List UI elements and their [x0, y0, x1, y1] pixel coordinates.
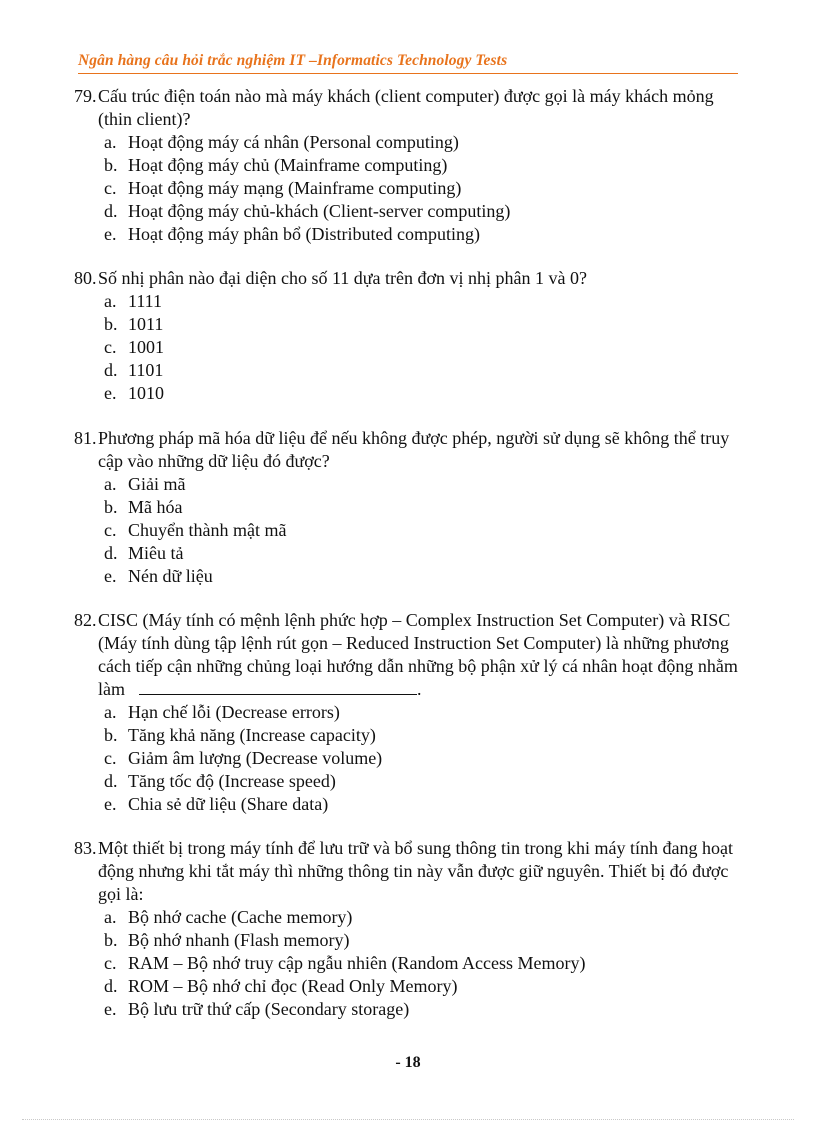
answer-option[interactable] — [104, 359, 746, 382]
option-letter: d. — [104, 360, 118, 380]
question-number: 83. — [74, 838, 97, 858]
option-text: Giải mã — [128, 474, 186, 494]
option-letter: c. — [104, 748, 117, 768]
option-letter: c. — [104, 178, 117, 198]
option-text: Mã hóa — [128, 497, 183, 517]
page-bottom-divider — [22, 1119, 794, 1120]
option-letter: b. — [104, 314, 118, 334]
question-prompt-text: CISC (Máy tính có mệnh lệnh phức hợp – Complex Instruction Set Computer) và RISC (Máy tính dùng tập lệnh rút gọn – Reduced Instruction Set Computer) là những phương cách tiếp cận những chủng loại hướng dẫn những bộ phận xử lý cá nhân hoạt động nhằm làm — [98, 610, 738, 699]
option-text: Hoạt động máy chủ-khách (Client-server computing) — [128, 201, 511, 221]
answer-option[interactable] — [104, 519, 746, 542]
question-text — [74, 85, 746, 131]
answer-option[interactable] — [104, 565, 746, 588]
option-letter: e. — [104, 383, 117, 403]
question-83 — [74, 837, 746, 1021]
page-header: Ngân hàng câu hỏi trắc nghiệm IT –Informatics Technology Tests — [78, 52, 508, 69]
option-letter: b. — [104, 497, 118, 517]
answer-option[interactable] — [104, 154, 746, 177]
option-letter: a. — [104, 702, 117, 722]
question-80 — [74, 267, 746, 405]
answer-option[interactable] — [104, 473, 746, 496]
question-text — [74, 427, 746, 473]
answer-option[interactable] — [104, 701, 746, 724]
question-prompt: Phương pháp mã hóa dữ liệu để nếu không được phép, người sử dụng sẽ không thể truy cập vào những dữ liệu đó được? — [98, 428, 730, 471]
answer-options — [74, 473, 746, 588]
option-letter: d. — [104, 543, 118, 563]
option-letter: a. — [104, 291, 117, 311]
answer-option[interactable] — [104, 793, 746, 816]
option-letter: a. — [104, 132, 117, 152]
header-underline — [78, 73, 738, 74]
answer-options — [74, 906, 746, 1021]
option-letter: d. — [104, 771, 118, 791]
answer-option[interactable] — [104, 313, 746, 336]
option-text: ROM – Bộ nhớ chỉ đọc (Read Only Memory) — [128, 976, 458, 996]
question-number: 81. — [74, 428, 97, 448]
answer-options — [74, 290, 746, 405]
question-82 — [74, 609, 746, 816]
option-letter: a. — [104, 474, 117, 494]
option-letter: b. — [104, 930, 118, 950]
answer-blank[interactable] — [139, 680, 417, 695]
question-text — [74, 267, 746, 290]
option-text: 1010 — [128, 383, 164, 403]
answer-option[interactable] — [104, 223, 746, 246]
question-81 — [74, 427, 746, 588]
option-text: Hoạt động máy phân bổ (Distributed computing) — [128, 224, 480, 244]
option-text: Bộ nhớ cache (Cache memory) — [128, 907, 353, 927]
option-text: Hoạt động máy cá nhân (Personal computing) — [128, 132, 459, 152]
option-text: Bộ nhớ nhanh (Flash memory) — [128, 930, 350, 950]
option-letter: e. — [104, 794, 117, 814]
option-text: Hạn chế lỗi (Decrease errors) — [128, 702, 340, 722]
option-letter: e. — [104, 224, 117, 244]
option-letter: e. — [104, 999, 117, 1019]
answer-option[interactable] — [104, 131, 746, 154]
option-text: Tăng tốc độ (Increase speed) — [128, 771, 336, 791]
option-text: Nén dữ liệu — [128, 566, 213, 586]
answer-option[interactable] — [104, 200, 746, 223]
answer-options — [74, 131, 746, 246]
question-prompt: Cấu trúc điện toán nào mà máy khách (client computer) được gọi là máy khách mỏng (thin client)? — [98, 86, 714, 129]
question-prompt: Một thiết bị trong máy tính để lưu trữ và bổ sung thông tin trong khi máy tính đang hoạt động nhưng khi tắt máy thì những thông tin này vẫn được giữ nguyên. Thiết bị đó được gọi là: — [98, 838, 733, 904]
question-text — [74, 609, 746, 701]
page-number — [0, 1054, 816, 1072]
answer-option[interactable] — [104, 998, 746, 1021]
answer-option[interactable] — [104, 952, 746, 975]
answer-option[interactable] — [104, 724, 746, 747]
question-text — [74, 837, 746, 906]
question-prompt: Số nhị phân nào đại diện cho số 11 dựa trên đơn vị nhị phân 1 và 0? — [98, 268, 588, 288]
option-text: 1011 — [128, 314, 164, 334]
answer-option[interactable] — [104, 542, 746, 565]
option-text: Bộ lưu trữ thứ cấp (Secondary storage) — [128, 999, 410, 1019]
option-letter: a. — [104, 907, 117, 927]
option-letter: d. — [104, 201, 118, 221]
option-letter: c. — [104, 953, 117, 973]
question-number: 82. — [74, 610, 97, 630]
answer-option[interactable] — [104, 906, 746, 929]
option-text: Chuyển thành mật mã — [128, 520, 287, 540]
option-text: Hoạt động máy chủ (Mainframe computing) — [128, 155, 448, 175]
question-number: 79. — [74, 86, 97, 106]
option-text: Hoạt động máy mạng (Mainframe computing) — [128, 178, 462, 198]
answer-option[interactable] — [104, 496, 746, 519]
option-text: 1101 — [128, 360, 164, 380]
page-number-text: - 18 — [395, 1054, 421, 1071]
answer-option[interactable] — [104, 382, 746, 405]
option-text: RAM – Bộ nhớ truy cập ngẫu nhiên (Random Access Memory) — [128, 953, 586, 973]
option-letter: c. — [104, 520, 117, 540]
blank-suffix: . — [417, 679, 422, 699]
option-text: 1111 — [128, 291, 162, 311]
answer-option[interactable] — [104, 177, 746, 200]
option-text: Miêu tả — [128, 543, 184, 563]
option-text: Tăng khả năng (Increase capacity) — [128, 725, 376, 745]
answer-option[interactable] — [104, 290, 746, 313]
option-letter: b. — [104, 725, 118, 745]
question-prompt — [98, 609, 746, 701]
question-number: 80. — [74, 268, 97, 288]
option-letter: c. — [104, 337, 117, 357]
answer-option[interactable] — [104, 770, 746, 793]
answer-option[interactable] — [104, 975, 746, 998]
option-letter: e. — [104, 566, 117, 586]
option-letter: b. — [104, 155, 118, 175]
option-text: Chia sẻ dữ liệu (Share data) — [128, 794, 329, 814]
question-79 — [74, 85, 746, 246]
answer-options — [74, 701, 746, 816]
answer-option[interactable] — [104, 929, 746, 952]
answer-option[interactable] — [104, 336, 746, 359]
option-letter: d. — [104, 976, 118, 996]
option-text: 1001 — [128, 337, 164, 357]
option-text: Giảm âm lượng (Decrease volume) — [128, 748, 383, 768]
answer-option[interactable] — [104, 747, 746, 770]
